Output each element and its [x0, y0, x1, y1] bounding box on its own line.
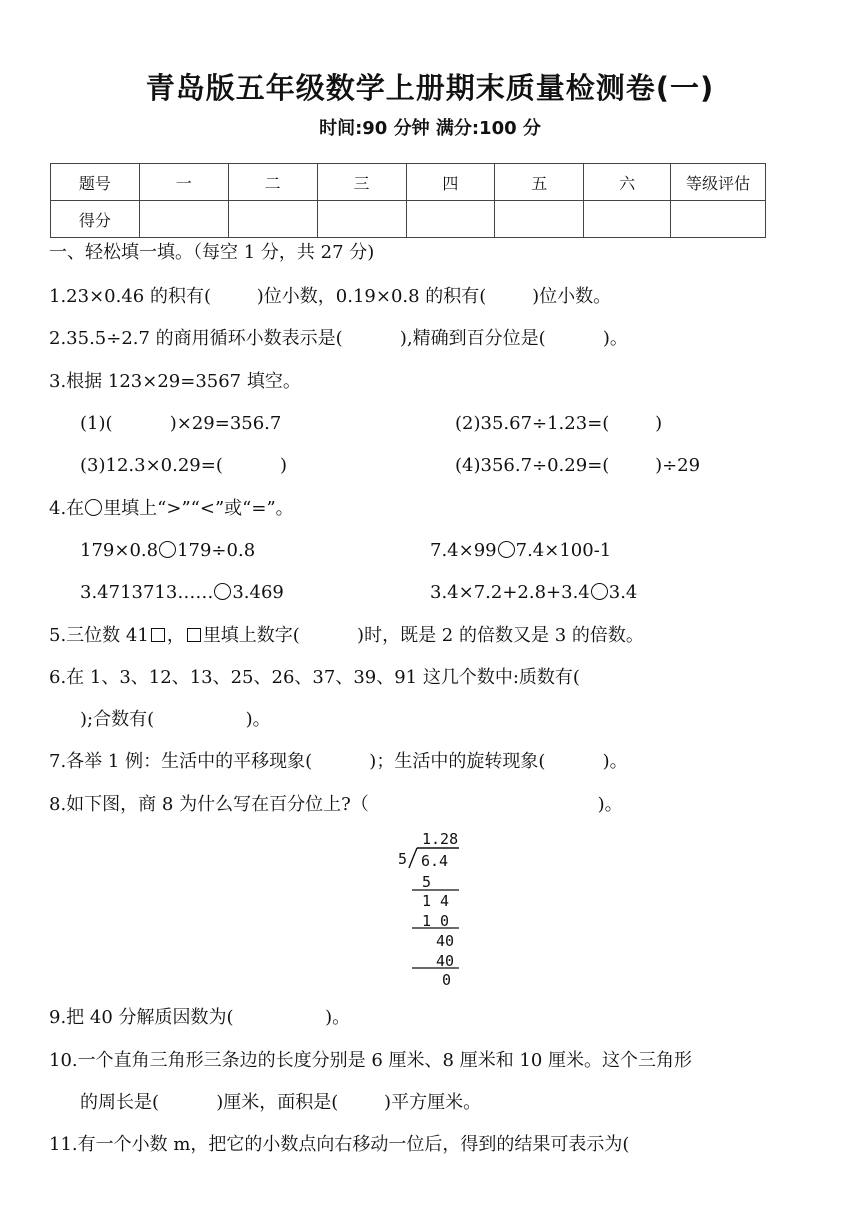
section-heading: 一、轻松填一填。（每空 1 分，共 27 分) — [49, 242, 375, 263]
score-header-cell: 四 — [406, 164, 495, 201]
circle-blank-icon — [159, 541, 176, 558]
question-3-part-1: (1)( )×29=356.7 — [80, 413, 282, 434]
question-5-text: 5.三位数 41 — [49, 625, 149, 646]
page-title: 青岛版五年级数学上册期末质量检测卷(一) — [145, 71, 715, 105]
question-6: 6.在 1、3、12、13、25、26、37、39、91 这几个数中:质数有( — [49, 667, 580, 688]
score-table — [50, 163, 766, 238]
score-cell — [495, 201, 584, 238]
page-subtitle: 时间:90 分钟 满分:100 分 — [319, 118, 541, 139]
score-cell — [317, 201, 406, 238]
compare-left: 3.4×7.2+2.8+3.4 — [430, 582, 590, 603]
question-3-part-4: (4)356.7÷0.29=( )÷29 — [455, 455, 701, 476]
question-3-part-3: (3)12.3×0.29=( ) — [80, 455, 288, 476]
division-step: 1 0 — [422, 912, 450, 930]
question-10: 10.一个直角三角形三条边的长度分别是 6 厘米、8 厘米和 10 厘米。这个三角形 — [49, 1050, 693, 1071]
compare-left: 179×0.8 — [80, 540, 159, 561]
score-cell — [406, 201, 495, 238]
question-3: 3.根据 123×29=3567 填空。 — [49, 371, 301, 392]
question-9: 9.把 40 分解质因数为( )。 — [49, 1007, 351, 1028]
long-division-figure — [395, 828, 475, 993]
compare-left: 7.4×99 — [430, 540, 497, 561]
score-header-cell: 等级评估 — [671, 164, 766, 201]
divisor: 5 — [398, 850, 408, 868]
question-3-part-2: (2)35.67÷1.23=( ) — [455, 413, 663, 434]
circle-blank-icon — [498, 541, 515, 558]
compare-right: 179÷0.8 — [177, 540, 256, 561]
compare-item — [80, 539, 255, 563]
square-blank-icon — [187, 628, 201, 642]
score-cell — [228, 201, 317, 238]
compare-item — [430, 539, 611, 563]
question-8: 8.如下图，商 8 为什么写在百分位上?（ )。 — [49, 794, 623, 815]
score-row-label: 得分 — [51, 201, 140, 238]
compare-right: 3.4 — [608, 582, 638, 603]
score-cell — [584, 201, 671, 238]
circle-blank-icon — [214, 583, 231, 600]
question-2: 2.35.5÷2.7 的商用循环小数表示是( ),精确到百分位是( )。 — [49, 328, 628, 349]
division-step: 40 — [436, 932, 455, 950]
compare-right: 7.4×100-1 — [515, 540, 612, 561]
question-5 — [49, 624, 644, 648]
circle-blank-icon — [85, 499, 102, 516]
division-step: 40 — [436, 952, 455, 970]
score-header-cell: 一 — [139, 164, 228, 201]
division-step: 0 — [442, 971, 452, 989]
quotient: 1.28 — [422, 830, 459, 848]
question-1: 1.23×0.46 的积有( )位小数，0.19×0.8 的积有( )位小数。 — [49, 286, 612, 307]
score-header-cell: 六 — [584, 164, 671, 201]
score-cell — [671, 201, 766, 238]
question-5-comma: ， — [166, 625, 185, 646]
question-4 — [49, 497, 294, 521]
division-step: 5 — [422, 873, 432, 891]
compare-right: 3.469 — [232, 582, 284, 603]
score-header-cell: 二 — [228, 164, 317, 201]
compare-item — [430, 581, 637, 605]
question-5-text-b: 里填上数字( )时，既是 2 的倍数又是 3 的倍数。 — [202, 625, 644, 646]
division-step: 1 4 — [422, 892, 450, 910]
question-10-cont: 的周长是( )厘米，面积是( )平方厘米。 — [80, 1092, 482, 1113]
compare-left: 3.4713713…… — [80, 582, 214, 603]
score-table-score-row — [51, 201, 766, 238]
square-blank-icon — [151, 628, 165, 642]
question-4-text: 4.在 — [49, 498, 85, 519]
question-7: 7.各举 1 例：生活中的平移现象( )；生活中的旋转现象( )。 — [49, 751, 628, 772]
score-table-header-row — [51, 164, 766, 201]
score-cell — [139, 201, 228, 238]
dividend: 6.4 — [421, 852, 449, 870]
question-4-text-b: 里填上“>”“<”或“=”。 — [103, 498, 294, 519]
question-11: 11.有一个小数 m，把它的小数点向右移动一位后，得到的结果可表示为( — [49, 1134, 630, 1155]
circle-blank-icon — [591, 583, 608, 600]
question-6-cont: );合数有( )。 — [80, 709, 271, 730]
score-header-cell: 三 — [317, 164, 406, 201]
compare-item — [80, 581, 284, 605]
score-header-cell: 五 — [495, 164, 584, 201]
score-header-cell: 题号 — [51, 164, 140, 201]
